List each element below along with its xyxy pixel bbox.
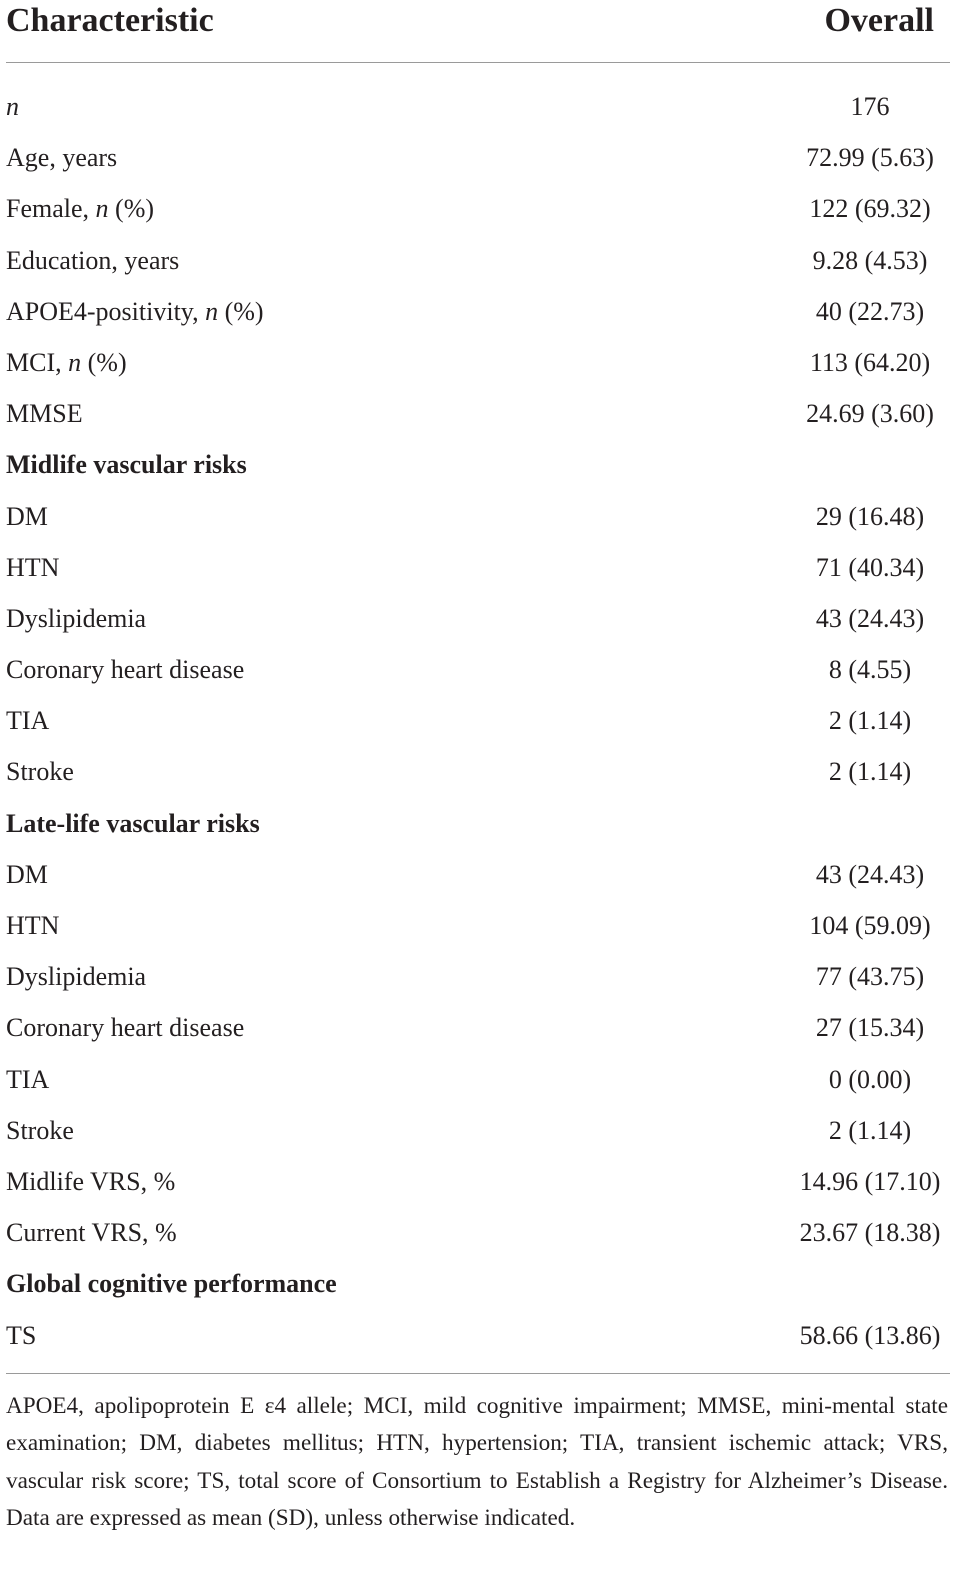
- table-row: [0, 695, 968, 746]
- row-label-text: APOE4-positivity,: [6, 296, 206, 326]
- row-value: 43 (24.43): [815, 859, 925, 889]
- row-value: 113 (64.20): [809, 347, 931, 377]
- table-row: [0, 337, 968, 388]
- row-label: Current VRS, %: [6, 1218, 177, 1248]
- row-value: 9.28 (4.53): [812, 245, 928, 275]
- row-value: 77 (43.75): [815, 962, 925, 992]
- table-row: [0, 1105, 968, 1156]
- row-value: 40 (22.73): [815, 296, 925, 326]
- table-row: [0, 1156, 968, 1207]
- table-row: [0, 1310, 968, 1361]
- table-row: [0, 286, 968, 337]
- row-label: Dyslipidemia: [6, 962, 147, 992]
- row-value: 58.66 (13.86): [799, 1320, 941, 1350]
- table-row: [0, 542, 968, 593]
- column-header-characteristic: Characteristic: [6, 2, 214, 39]
- row-label: TS: [6, 1320, 37, 1350]
- table-row: [0, 183, 968, 234]
- section-label: Late-life vascular risks: [6, 808, 260, 838]
- section-header-row: [0, 1258, 968, 1309]
- column-header-overall: Overall: [824, 2, 934, 39]
- row-label: Age, years: [6, 143, 118, 173]
- row-value: 2 (1.14): [828, 1115, 912, 1145]
- row-label: DM: [6, 859, 48, 889]
- row-label: Coronary heart disease: [6, 1013, 245, 1043]
- row-label: [6, 183, 154, 234]
- section-label: Midlife vascular risks: [6, 450, 247, 480]
- row-value: 2 (1.14): [828, 757, 912, 787]
- table-row: [0, 593, 968, 644]
- row-label: n: [6, 92, 19, 121]
- section-label: Global cognitive performance: [6, 1269, 337, 1299]
- row-label: TIA: [6, 1064, 50, 1094]
- row-label-italic: n: [95, 194, 109, 224]
- table-row: [0, 1207, 968, 1258]
- row-value: 71 (40.34): [815, 552, 925, 582]
- row-label-italic: n: [205, 296, 219, 326]
- table-row: [0, 1002, 968, 1053]
- table-row: [0, 1054, 968, 1105]
- row-value: 2 (1.14): [828, 706, 912, 736]
- table-row: [0, 644, 968, 695]
- row-label: Coronary heart disease: [6, 655, 245, 685]
- table-footnote: APOE4, apolipoprotein E ε4 allele; MCI, mild cognitive impairment; MMSE, mini-mental state examination; DM, diabetes mellitus; HTN, hypertension; TIA, transient ischemic attack; VRS, vascular risk score; TS, total score of Consortium to Establish a Registry for Alzheimer’s Disease. Data are expressed as mean (SD), unless otherwise indicated.: [6, 1393, 948, 1532]
- table-row: [0, 951, 968, 1002]
- row-value: 176: [850, 92, 890, 121]
- row-value: 27 (15.34): [815, 1013, 925, 1043]
- table-row: [0, 746, 968, 797]
- row-label-suffix: (%): [218, 296, 264, 326]
- row-value: 24.69 (3.60): [806, 399, 934, 429]
- row-value: 23.67 (18.38): [799, 1218, 941, 1248]
- row-value: 8 (4.55): [828, 655, 912, 685]
- row-label: TIA: [6, 706, 50, 736]
- table-row: [0, 491, 968, 542]
- row-value: 43 (24.43): [815, 603, 925, 633]
- row-label: Education, years: [6, 245, 180, 275]
- table-row: [0, 849, 968, 900]
- row-value: 104 (59.09): [809, 911, 931, 940]
- section-header-row: [0, 798, 968, 849]
- table-row: [0, 900, 968, 951]
- row-label: [6, 337, 127, 388]
- table-row: [0, 388, 968, 439]
- header-divider: [6, 62, 950, 63]
- row-label-italic: n: [68, 347, 82, 377]
- table-row: [0, 132, 968, 183]
- row-label-suffix: (%): [108, 194, 155, 224]
- row-label: Stroke: [6, 1115, 74, 1145]
- table-header: [0, 0, 968, 62]
- row-label-suffix: (%): [81, 347, 127, 377]
- row-label-text: MCI,: [6, 347, 69, 377]
- table-row: [0, 81, 968, 132]
- row-label: DM: [6, 501, 48, 531]
- row-label: [6, 286, 264, 337]
- row-label: HTN: [6, 911, 60, 940]
- row-label: Dyslipidemia: [6, 603, 147, 633]
- row-label: Stroke: [6, 757, 74, 787]
- row-label: Midlife VRS, %: [6, 1166, 176, 1196]
- row-label: HTN: [6, 552, 60, 582]
- row-value: 122 (69.32): [809, 194, 931, 224]
- footer-divider: [6, 1373, 950, 1374]
- table-row: [0, 235, 968, 286]
- row-label-text: Female,: [6, 194, 96, 224]
- table-body: [0, 81, 968, 1361]
- row-label: MMSE: [6, 399, 83, 429]
- section-header-row: [0, 439, 968, 490]
- row-value: 72.99 (5.63): [806, 143, 934, 173]
- row-value: 0 (0.00): [828, 1064, 912, 1094]
- row-value: 29 (16.48): [815, 501, 925, 531]
- row-value: 14.96 (17.10): [799, 1166, 941, 1196]
